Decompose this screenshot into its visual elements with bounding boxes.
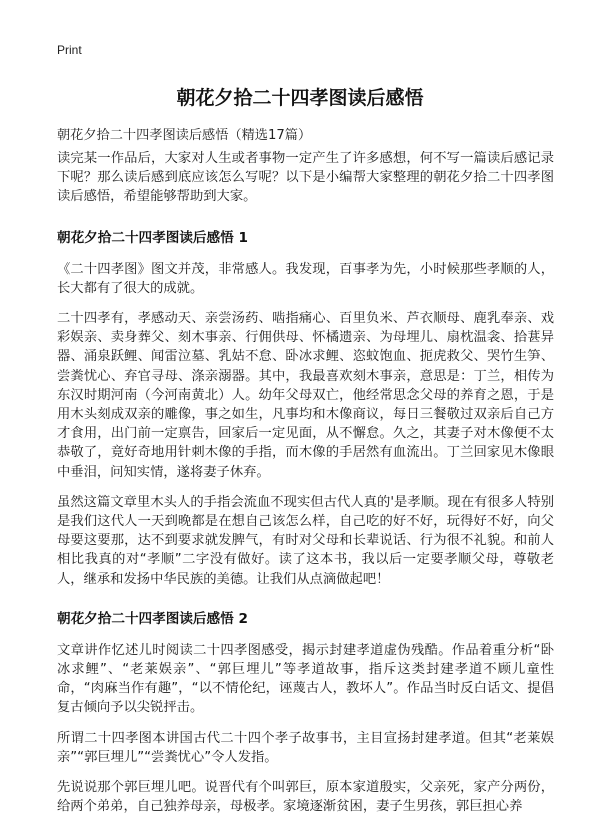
section-1-paragraph-3: 虽然这篇文章里木头人的手指会流血不现实但古代人真的'是孝顺。现在有很多人特别是我们这代人一天到晚都是在想自己该怎么样，自己吃的好不好，玩得好不好，向父母要这要那，达不到要求就发脾气，有时对父母和长辈说话、行为很不礼貌。和前人相比我真的对“孝顺”二字没有做好。读了这本书，我以后一定要孝顺父母，尊敬老人，继承和发扬中华民族的美德。让我们从点滴做起吧！ <box>57 494 554 587</box>
section-heading-1: 朝花夕拾二十四孝图读后感悟 1 <box>57 229 248 246</box>
page-subtitle: 朝花夕拾二十四孝图读后感悟（精选17篇） <box>57 128 312 143</box>
section-1-paragraph-2: 二十四孝有，孝感动天、亲尝汤药、啮指痛心、百里负米、芦衣顺母、鹿乳奉亲、戏彩娱亲、卖身葬父、刻木事亲、行佣供母、怀橘遗亲、为母埋儿、扇枕温衾、拾葚异器、涌泉跃鲤、闻雷泣墓、乳姑不怠、卧冰求鲤、恣蚊饱血、扼虎救父、哭竹生笋、尝粪忧心、弃官寻母、涤亲溺器。其中，我最喜欢刻木事亲，意思是：丁兰，相传为东汉时期河南（今河南黄北）人。幼年父母双亡，他经常思念父母的养育之恩，于是用木头刻成双亲的雕像，事之如生，凡事均和木像商议，每日三餐敬过双亲后自己方才食用，出门前一定禀告，回家后一定见面，从不懈怠。久之，其妻子对木像便不太恭敬了，竟好奇地用针刺木像的手指，而木像的手居然有血流出。丁兰回家见木像眼中垂泪，问知实情，遂将妻子休弃。 <box>57 311 554 480</box>
section-2-paragraph-2: 所谓二十四孝图本讲国古代二十四个孝子故事书，主目宣扬封建孝道。但其“老莱娱亲”“郭巨埋儿”“尝粪忧心”令人发指。 <box>57 730 554 765</box>
section-2-paragraph-3: 先说说那个郭巨埋儿吧。说晋代有个叫郭巨，原本家道殷实，父亲死，家产分两份，给两个弟弟，自己独养母亲，母极孝。家境逐渐贫困，妻子生男孩，郭巨担心养 <box>57 780 554 815</box>
print-link[interactable]: Print <box>57 43 82 57</box>
section-2-paragraph-1: 文章讲作忆述儿时阅读二十四孝图感受，揭示封建孝道虚伪残酷。作品着重分析“卧冰求鲤”、“老莱娱亲”、“郭巨埋儿”等孝道故事，指斥这类封建孝道不顾儿童性命，“肉麻当作有趣”，“以不情伦纪，诬蔑古人，教坏人”。作品当时反白话文、提倡复古倾向予以尖锐抨击。 <box>57 642 554 716</box>
section-heading-2: 朝花夕拾二十四孝图读后感悟 2 <box>57 610 248 627</box>
article-body <box>57 149 554 827</box>
page-title: 朝花夕拾二十四孝图读后感悟 <box>176 87 424 109</box>
intro-paragraph: 读完某一作品后，大家对人生或者事物一定产生了许多感想，何不写一篇读后感记录下呢？那么读后感到底应该怎么写呢？以下是小编帮大家整理的朝花夕拾二十四孝图读后感悟，希望能够帮助到大家。 <box>57 151 554 205</box>
section-1-paragraph-1: 《二十四孝图》图文并茂，非常感人。我发现，百事孝为先，小时候那些孝顺的人，长大都有了很大的成就。 <box>57 261 554 296</box>
